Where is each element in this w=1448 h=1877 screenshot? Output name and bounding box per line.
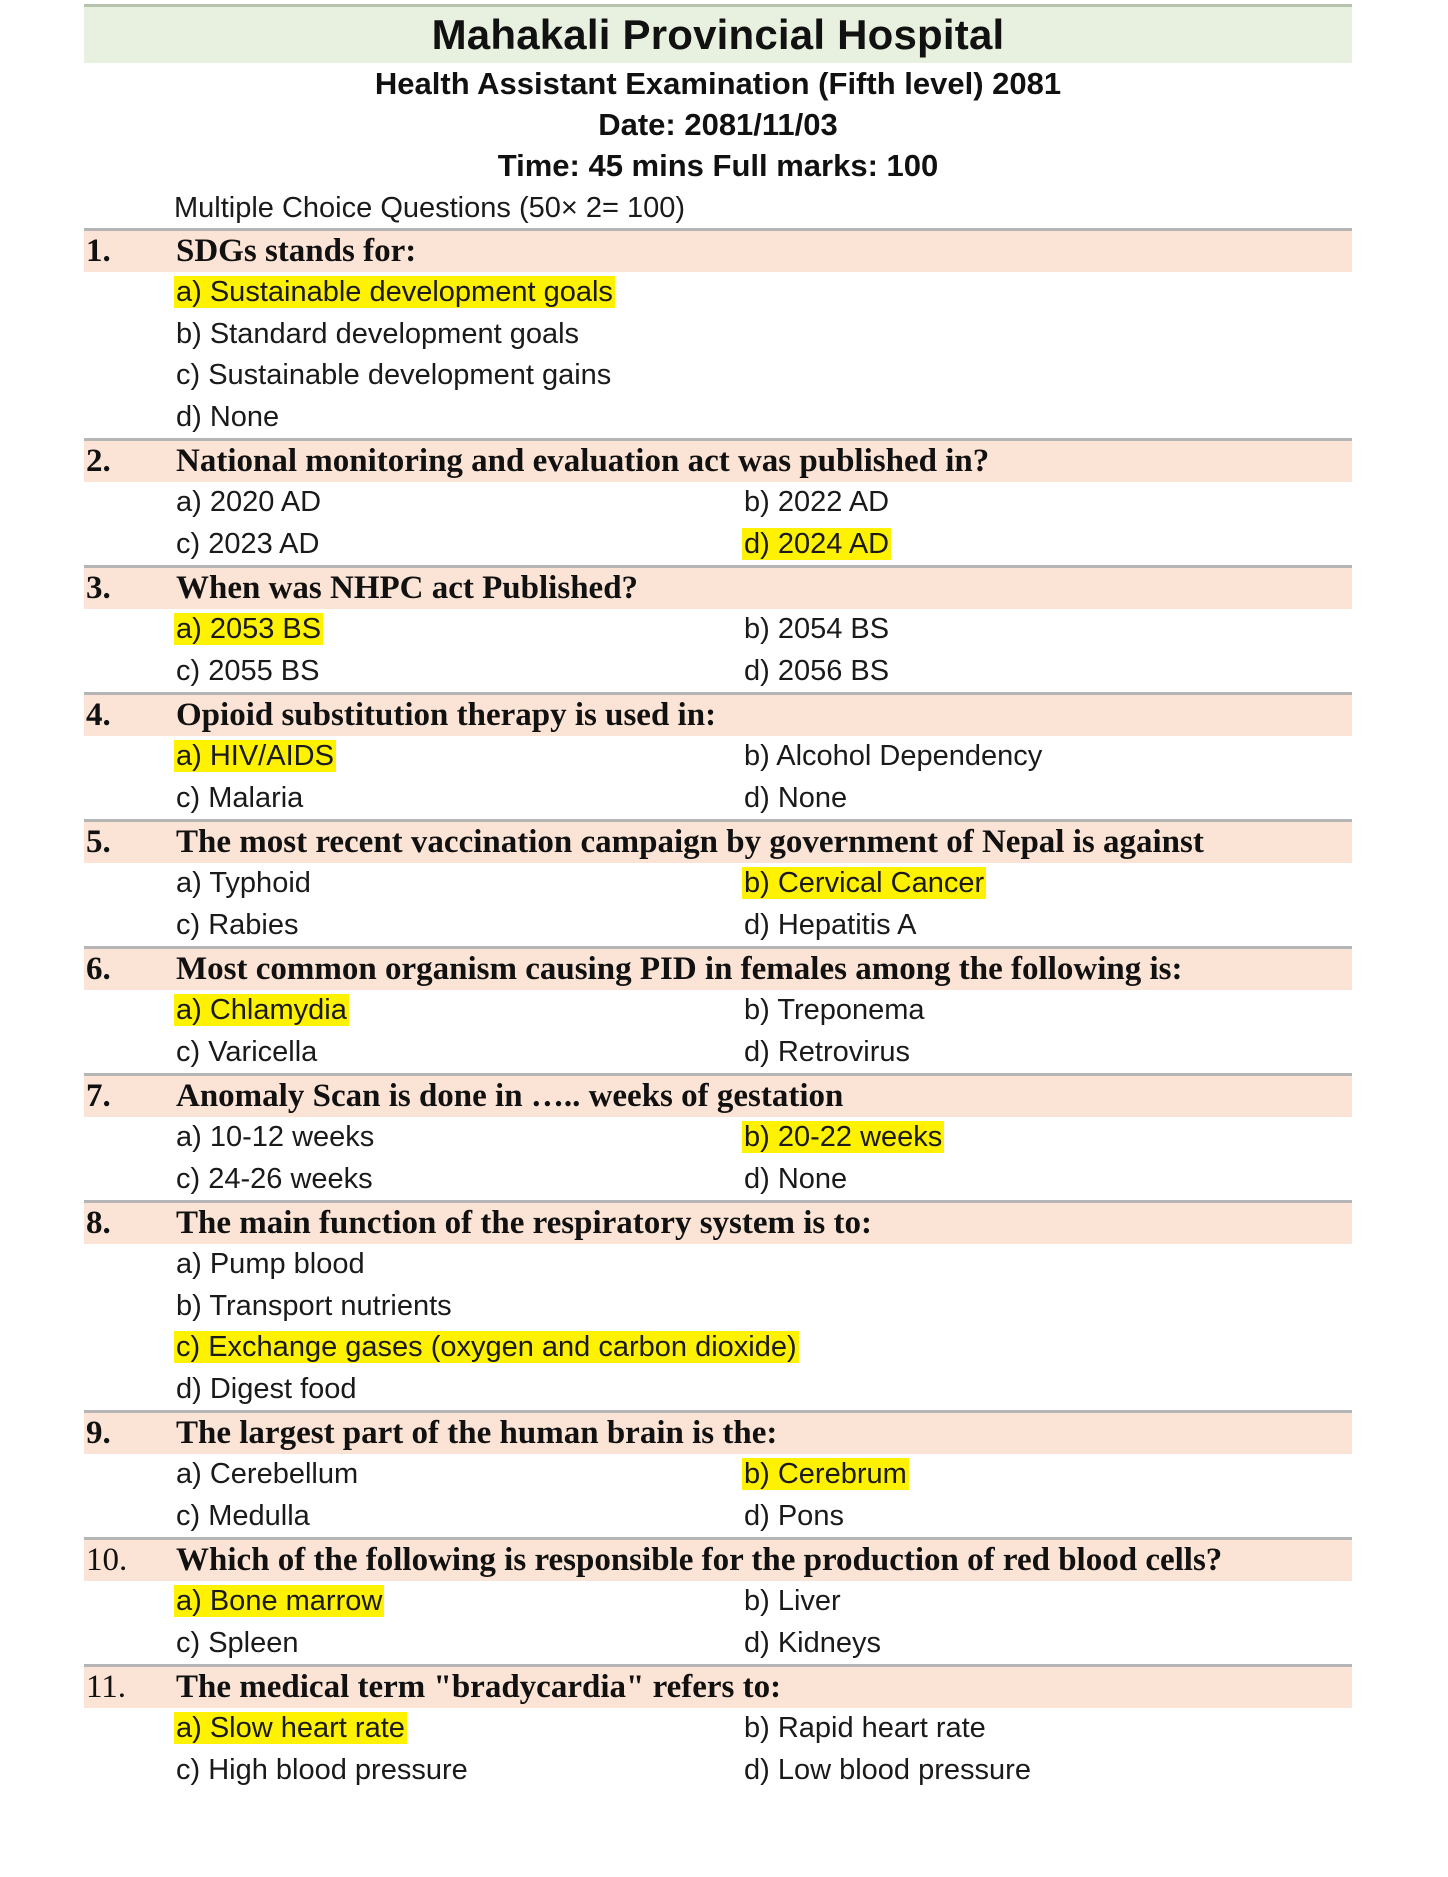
question-text: When was NHPC act Published?	[176, 570, 639, 606]
question-header	[84, 231, 1352, 272]
option-label: b) Treponema	[744, 994, 925, 1026]
options-list	[84, 1454, 1352, 1537]
question-item	[84, 1200, 1352, 1410]
question-number: 7.	[86, 1078, 111, 1114]
option	[742, 1032, 1352, 1074]
option-label: b) Cerebrum	[744, 1458, 907, 1490]
option	[742, 1708, 1352, 1750]
option-label: c) Varicella	[176, 1035, 318, 1068]
option	[174, 524, 742, 566]
option-label: a) Chlamydia	[176, 994, 347, 1026]
exam-date: Date: 2081/11/03	[598, 107, 838, 142]
options-list	[84, 736, 1352, 819]
option-label: b) 20-22 weeks	[744, 1121, 943, 1153]
question-text: Opioid substitution therapy is used in:	[176, 697, 717, 733]
question-item	[84, 228, 1352, 438]
question-header	[84, 568, 1352, 609]
option-label: a) Bone marrow	[176, 1585, 383, 1617]
option	[174, 482, 742, 524]
option	[174, 778, 742, 820]
option-label: d) 2024 AD	[744, 527, 890, 560]
option	[174, 1117, 742, 1159]
option-label: a) Sustainable development goals	[176, 276, 613, 308]
question-text: National monitoring and evaluation act was published in?	[176, 443, 990, 479]
options-list	[84, 863, 1352, 946]
option	[174, 1454, 742, 1496]
options-list	[84, 990, 1352, 1073]
options-list	[84, 1117, 1352, 1200]
question-item	[84, 438, 1352, 565]
question-header	[84, 1076, 1352, 1117]
option-label: d) Kidneys	[744, 1626, 882, 1659]
question-item	[84, 1073, 1352, 1200]
question-item	[84, 946, 1352, 1073]
options-list	[84, 1244, 1352, 1410]
option	[742, 609, 1352, 651]
question-text: The main function of the respiratory system is to:	[176, 1205, 872, 1241]
option-label: d) Pons	[744, 1499, 844, 1532]
question-number: 4.	[86, 697, 111, 733]
option-label: d) Hepatitis A	[744, 908, 917, 941]
option-answer	[174, 1581, 742, 1623]
option	[742, 1750, 1352, 1792]
option-label: d) 2056 BS	[744, 654, 890, 687]
option-label: b) Transport nutrients	[176, 1289, 452, 1322]
question-header	[84, 1667, 1352, 1708]
question-number: 6.	[86, 951, 111, 987]
option-answer	[174, 990, 742, 1032]
question-item	[84, 1537, 1352, 1664]
option-label: d) Digest food	[176, 1372, 357, 1405]
option-label: d) Low blood pressure	[744, 1753, 1031, 1786]
option	[174, 1369, 1352, 1411]
option-label: b) Rapid heart rate	[744, 1712, 986, 1744]
question-header	[84, 1413, 1352, 1454]
question-number: 11.	[86, 1669, 127, 1705]
option-label: a) 2020 AD	[176, 486, 322, 518]
exam-title: Health Assistant Examination (Fifth level) 2081	[374, 66, 1062, 101]
option	[174, 905, 742, 947]
question-header	[84, 949, 1352, 990]
option-label: b) Cervical Cancer	[744, 867, 985, 899]
options-list	[84, 1581, 1352, 1664]
option-label: c) Medulla	[176, 1499, 310, 1532]
option-answer	[742, 863, 1352, 905]
option-label: a) Cerebellum	[176, 1458, 359, 1490]
option-answer	[174, 1708, 742, 1750]
option-answer	[742, 524, 1352, 566]
option-answer	[742, 1454, 1352, 1496]
option-label: b) Liver	[744, 1585, 841, 1617]
option-label: c) 2023 AD	[176, 527, 320, 560]
option-label: c) Spleen	[176, 1626, 299, 1659]
option-label: a) HIV/AIDS	[176, 740, 334, 772]
option-answer	[742, 1117, 1352, 1159]
option	[742, 1623, 1352, 1665]
question-header	[84, 441, 1352, 482]
option	[174, 651, 742, 693]
question-number: 2.	[86, 443, 111, 479]
question-header	[84, 1540, 1352, 1581]
option	[742, 778, 1352, 820]
option-answer	[174, 609, 742, 651]
option	[742, 651, 1352, 693]
option-label: b) 2054 BS	[744, 613, 890, 645]
exam-page	[0, 4, 1448, 1877]
exam-time-marks: Time: 45 mins Full marks: 100	[497, 148, 939, 183]
question-number: 1.	[86, 233, 111, 269]
option-label: b) 2022 AD	[744, 486, 890, 518]
option	[174, 863, 742, 905]
option	[174, 1623, 742, 1665]
question-header	[84, 822, 1352, 863]
question-text: The largest part of the human brain is the:	[176, 1415, 778, 1451]
hospital-title: Mahakali Provincial Hospital	[84, 4, 1352, 63]
option	[174, 397, 1352, 439]
question-header	[84, 695, 1352, 736]
option	[174, 1750, 742, 1792]
option-label: c) Rabies	[176, 908, 299, 941]
option	[742, 736, 1352, 778]
option	[174, 1159, 742, 1201]
option-answer	[174, 272, 1352, 314]
options-list	[84, 1708, 1352, 1791]
option-label: c) Exchange gases (oxygen and carbon dioxide)	[176, 1331, 797, 1363]
option-answer	[174, 736, 742, 778]
option-label: c) Sustainable development gains	[176, 359, 612, 391]
option-label: a) 10-12 weeks	[176, 1121, 375, 1153]
question-number: 5.	[86, 824, 111, 860]
option	[174, 1244, 1352, 1286]
question-item	[84, 692, 1352, 819]
option-label: b) Standard development goals	[176, 317, 580, 350]
options-list	[84, 272, 1352, 438]
option	[742, 482, 1352, 524]
option-label: c) High blood pressure	[176, 1753, 468, 1786]
option	[174, 1032, 742, 1074]
option-label: a) 2053 BS	[176, 613, 322, 645]
option	[174, 1496, 742, 1538]
option	[174, 355, 1352, 397]
option-label: a) Typhoid	[176, 867, 311, 899]
option	[174, 1286, 1352, 1328]
question-item	[84, 1410, 1352, 1537]
option-label: d) Retrovirus	[744, 1035, 910, 1068]
question-item	[84, 819, 1352, 946]
option-label: d) None	[176, 400, 280, 433]
option-label: d) None	[744, 1162, 848, 1195]
mcq-info: Multiple Choice Questions (50× 2= 100)	[174, 192, 686, 224]
question-number: 8.	[86, 1205, 111, 1241]
option	[742, 990, 1352, 1032]
question-list	[84, 228, 1352, 1791]
option-label: b) Alcohol Dependency	[744, 740, 1043, 772]
option	[174, 314, 1352, 356]
question-header	[84, 1203, 1352, 1244]
exam-header	[84, 4, 1352, 186]
options-list	[84, 482, 1352, 565]
question-text: The medical term "bradycardia" refers to:	[176, 1669, 782, 1705]
option-label: c) Malaria	[176, 781, 304, 814]
question-number: 3.	[86, 570, 111, 606]
question-number: 10.	[86, 1542, 128, 1578]
options-list	[84, 609, 1352, 692]
question-item	[84, 1664, 1352, 1791]
question-text: Which of the following is responsible for the production of red blood cells?	[176, 1542, 1223, 1578]
question-text: Anomaly Scan is done in ….. weeks of gestation	[176, 1078, 844, 1114]
option	[742, 1581, 1352, 1623]
option	[742, 1496, 1352, 1538]
option-label: a) Slow heart rate	[176, 1712, 405, 1744]
question-number: 9.	[86, 1415, 111, 1451]
option-label: a) Pump blood	[176, 1248, 365, 1280]
option	[742, 905, 1352, 947]
question-item	[84, 565, 1352, 692]
option-label: c) 24-26 weeks	[176, 1162, 373, 1195]
question-text: Most common organism causing PID in females among the following is:	[176, 951, 1183, 987]
question-text: The most recent vaccination campaign by government of Nepal is against	[176, 824, 1204, 860]
question-text: SDGs stands for:	[176, 233, 417, 269]
option-answer	[174, 1327, 1352, 1369]
option	[742, 1159, 1352, 1201]
option-label: d) None	[744, 781, 848, 814]
option-label: c) 2055 BS	[176, 654, 320, 687]
